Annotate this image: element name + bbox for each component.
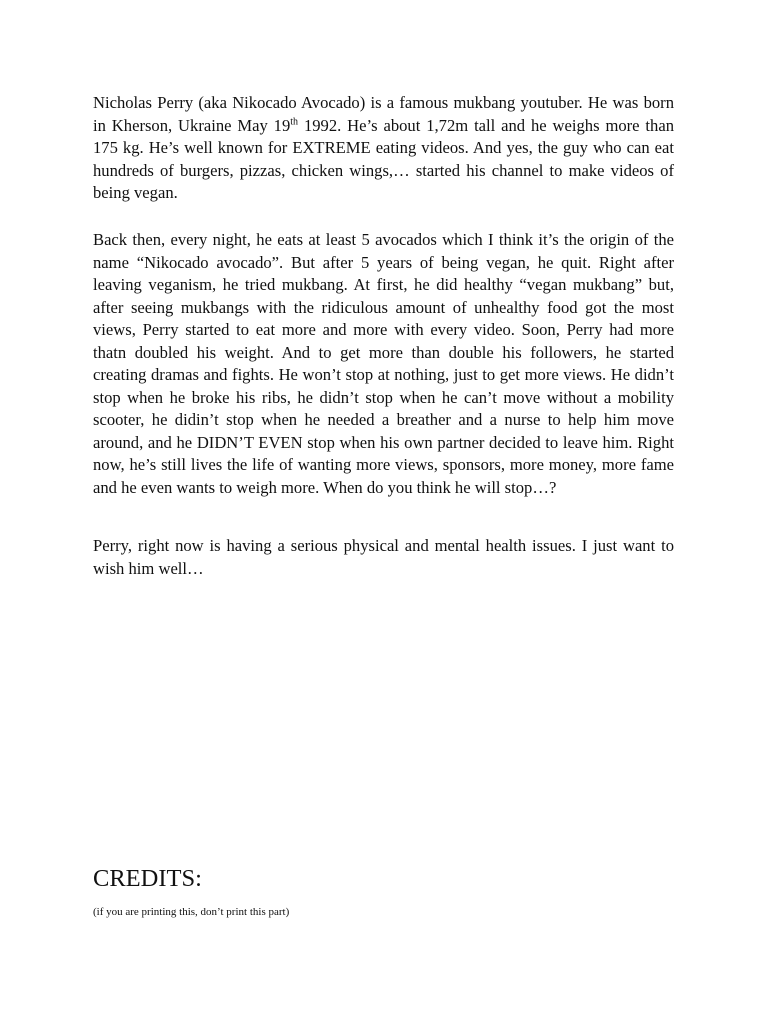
paragraph-intro-text-end: 1992. He’s about 1,72m tall and he weighs more than 175 kg. He’s well known for EXTREME eating videos. And yes, the guy who can eat hundreds of burgers, pizzas, chicken wings,… started his channel to make videos of being vegan.: [93, 115, 674, 202]
paragraph-history: Back then, every night, he eats at least 5 avocados which I think it’s the origin of the name “Nikocado avocado”. But after 5 years of being vegan, he quit. Right after leaving veganism, he tried mukbang. At first, he did healthy “vegan mukbang” but, after seeing mukbangs with the ridiculous amount of unhealthy food got the most views, Perry started to eat more and more with every video. Soon, Perry had more thatn doubled his weight. And to get more than double his followers, he started creating dramas and fights. He won’t stop at nothing, just to get more views. He didn’t stop when he broke his ribs, he didn’t stop when he can’t move without a mobility scooter, he didin’t stop when he needed a breather and a nurse to help him move around, and he DIDN’T EVEN stop when his own partner decided to leave him. Right now, he’s still lives the life of wanting more views, sponsors, more money, more fame and he even wants to weigh more. When do you think he will stop…?: [93, 230, 674, 497]
paragraph-intro: [93, 92, 674, 205]
credits-note: (if you are printing this, don’t print this part): [93, 906, 290, 918]
ordinal-suffix: th: [290, 115, 299, 127]
credits-heading: CREDITS:: [93, 865, 202, 892]
paragraph-intro-text-start: Nicholas Perry (aka Nikocado Avocado) is a famous mukbang youtuber. He was born in Kherson, Ukraine May 19: [93, 93, 674, 135]
paragraph-conclusion: Perry, right now is having a serious physical and mental health issues. I just want to wish him well…: [93, 536, 674, 578]
